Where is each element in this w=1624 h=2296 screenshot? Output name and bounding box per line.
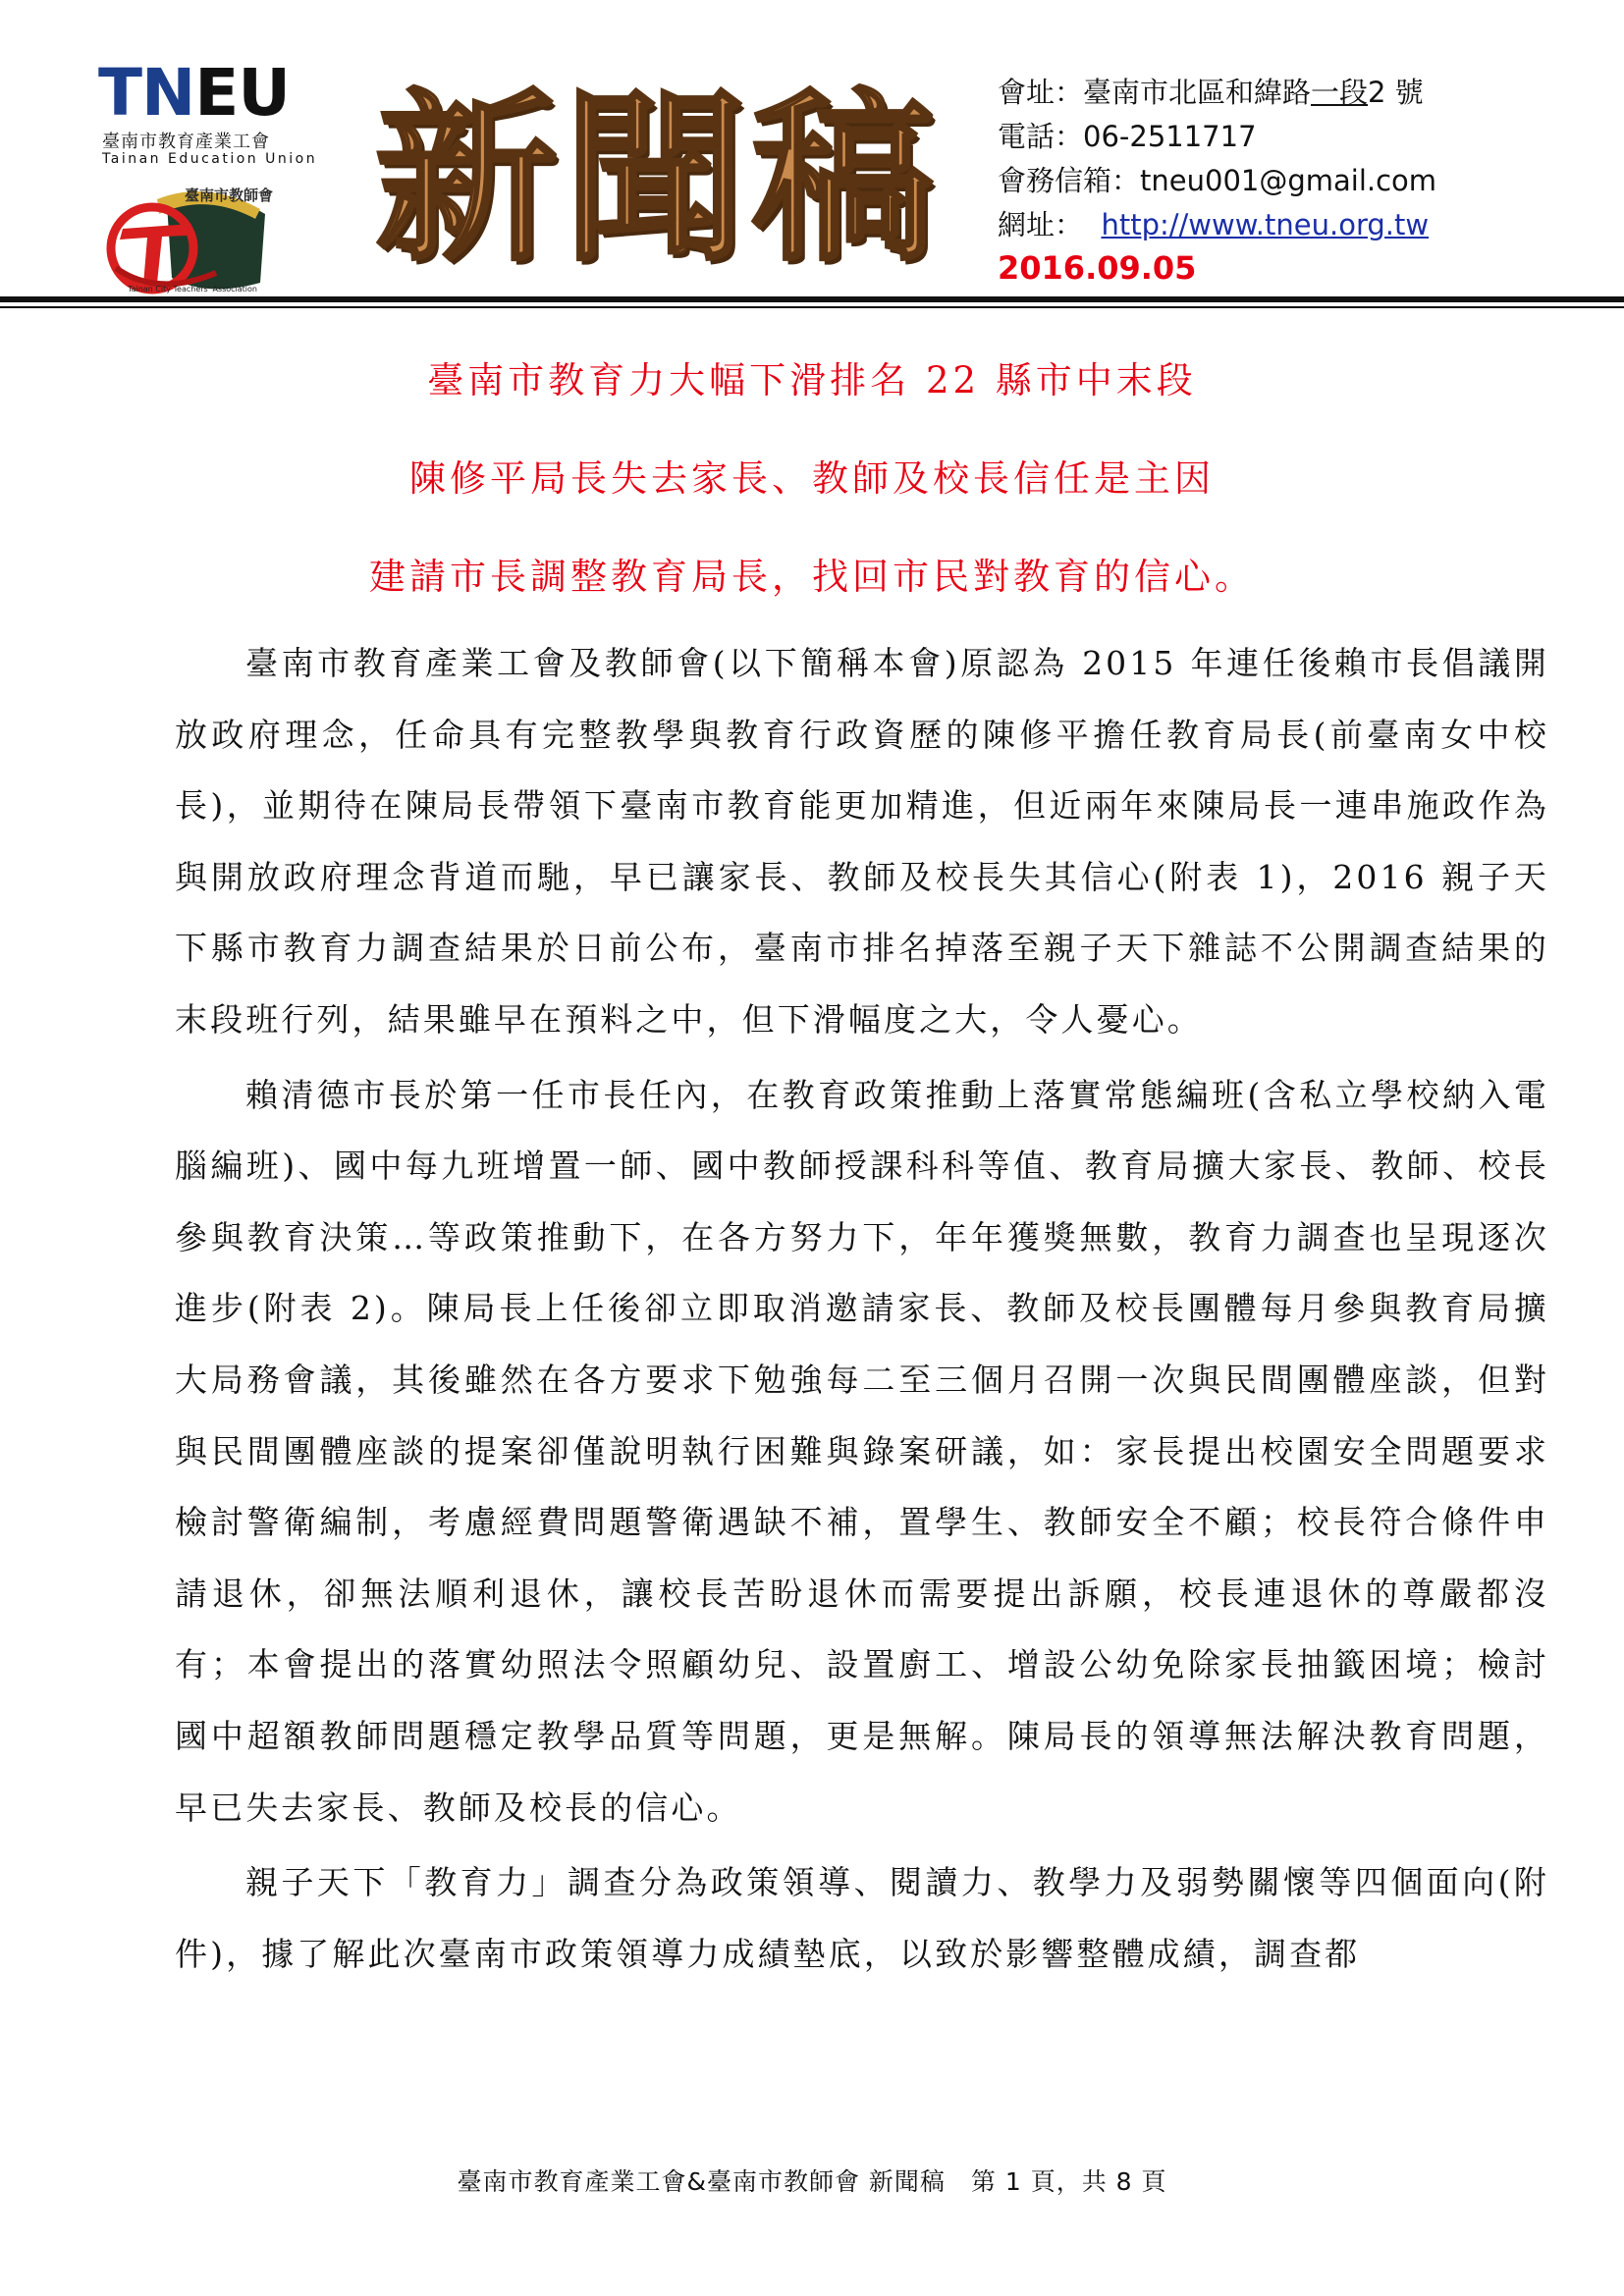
address-label: 會址： xyxy=(998,76,1084,109)
header-divider-thin xyxy=(0,306,1624,308)
logo-association-name-cn: 臺南市教師會 xyxy=(185,187,274,204)
logo-union-name-en: Tainan Education Union xyxy=(102,151,318,167)
logo-wordmark xyxy=(98,55,290,131)
union-logo xyxy=(98,55,324,304)
headline-1: 臺南市教育力大幅下滑排名 22 縣市中末段 xyxy=(427,359,1197,401)
address-prefix: 臺南市北區和緯路 xyxy=(1083,76,1312,109)
logo-tn: TN xyxy=(98,55,195,131)
contact-website xyxy=(998,203,1436,247)
contact-info xyxy=(998,71,1436,247)
headline-2: 陳修平局長失去家長、教師及校長信任是主因 xyxy=(409,457,1215,500)
url-label: 網址： xyxy=(998,208,1084,241)
phone-value: 06-2511717 xyxy=(1083,120,1257,153)
email-label: 會務信箱： xyxy=(998,164,1141,197)
logo-eu: EU xyxy=(194,55,290,131)
masthead-title: 新聞稿 xyxy=(374,71,941,286)
contact-phone xyxy=(998,115,1436,159)
article-body xyxy=(175,628,1549,1994)
contact-email xyxy=(998,159,1436,203)
phone-label: 電話： xyxy=(998,120,1084,153)
body-paragraph-3: 親子天下「教育力」調查分為政策領導、閱讀力、教學力及弱勢關懷等四個面向(附件)，據了解此次臺南市政策領導力成績墊底，以致於影響整體成績，調查都 xyxy=(175,1863,1549,1973)
headline-3: 建請市長調整教育局長，找回市民對教育的信心。 xyxy=(369,556,1255,598)
body-paragraph-2: 賴清德市長於第一任市長任內，在教育政策推動上落實常態編班(含私立學校納入電腦編班)、國中每九班增置一師、國中教師授課科科等值、教育局擴大家長、教師、校長參與教育決策…等政策推動下，在各方努力下，年年獲獎無數，教育力調查也呈現逐次進步(附表 2)。陳局長上任後卻立即取消邀請家長、教師及校長團體每月參與教育局擴大局務會議，其後雖然在各方要求下勉強每二至三個月召開一次與民間團體座談，但對與民間團體座談的提案卻僅說明執行困難與錄案研議，如：家長提出校園安全問題要求檢討警衛編制，考慮經費問題警衛遇缺不補，置學生、教師安全不顧；校長符合條件申請退休，卻無法順利退休，讓校長苦盼退休而需要提出訴願，校長連退休的尊嚴都沒有；本會提出的落實幼照法令照顧幼兒、設置廚工、增設公幼免除家長抽籤困境；檢討國中超額教師問題穩定教學品質等問題，更是無解。陳局長的領導無法解決教育問題，早已失去家長、教師及校長的信心。 xyxy=(175,1075,1549,1827)
header-divider-thick xyxy=(0,296,1624,302)
address-suffix: 2 號 xyxy=(1368,76,1424,109)
contact-address xyxy=(998,71,1436,115)
logo-union-name-cn: 臺南市教育產業工會 xyxy=(102,132,270,152)
body-paragraph-1: 臺南市教育產業工會及教師會(以下簡稱本會)原認為 2015 年連任後賴市長倡議開放政府理念，任命具有完整教學與教育行政資歷的陳修平擔任教育局長(前臺南女中校長)，並期待在陳局長帶領下臺南市教育能更加精進，但近兩年來陳局長一連串施政作為與開放政府理念背道而馳，早已讓家長、教師及校長失其信心(附表 1)，2016 親子天下縣市教育力調查結果於日前公布，臺南市排名掉落至親子天下雜誌不公開調查結果的末段班行列，結果雖早在預料之中，但下滑幅度之大，令人憂心。 xyxy=(175,644,1549,1039)
email-value: tneu001@gmail.com xyxy=(1140,164,1437,197)
address-underlined: 一段 xyxy=(1311,76,1369,109)
headline-block xyxy=(0,332,1624,626)
logo-association-name-en: Tainan City Teachers' Association xyxy=(128,285,257,294)
page-footer: 臺南市教育產業工會&臺南市教師會 新聞稿 第 1 頁，共 8 頁 xyxy=(457,2167,1167,2196)
publication-date: 2016.09.05 xyxy=(998,249,1197,287)
website-link[interactable]: http://www.tneu.org.tw xyxy=(1101,208,1430,241)
masthead xyxy=(324,61,992,306)
